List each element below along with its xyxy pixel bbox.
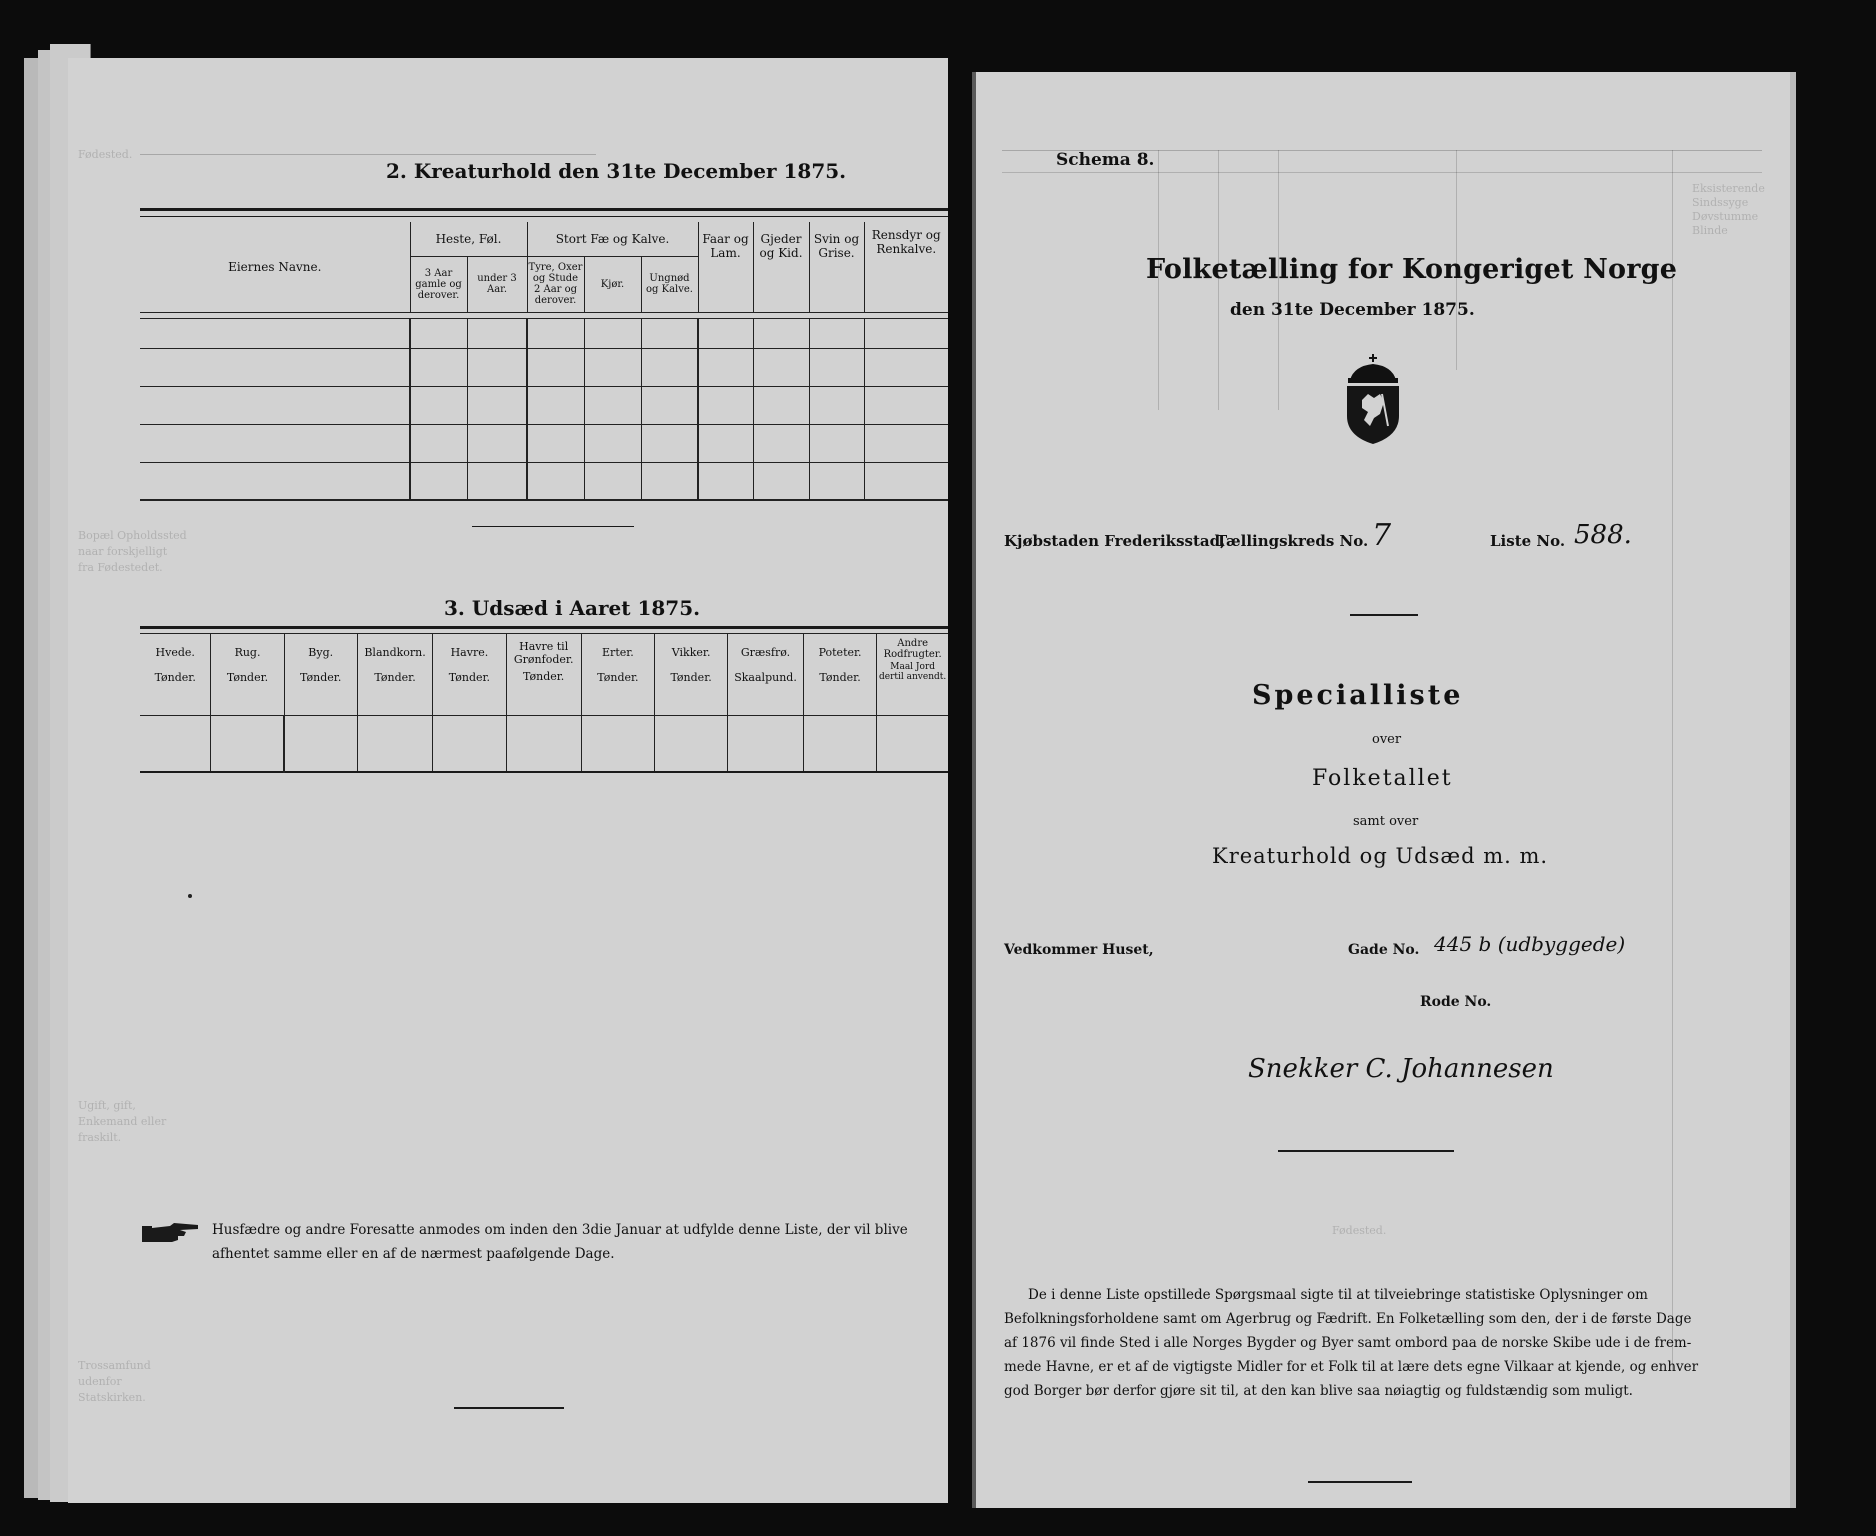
document-title: Folketælling for Kongeriget Norge xyxy=(1146,254,1678,285)
rode-label: Rode No. xyxy=(1420,994,1492,1010)
info-paragraph-line: god Borger bør derfor gjøre sit til, at den kan blive saa nøiagtig og fuldstændig som muligt. xyxy=(1004,1383,1633,1399)
info-paragraph-line: Befolkningsforholdene samt om Agerbrug og Fædrift. En Folketælling som den, der i de første Dage xyxy=(1004,1311,1692,1327)
house-label: Vedkommer Huset, xyxy=(1004,942,1154,958)
sow-col-name: Hvede. xyxy=(155,646,195,659)
bulls-header: Tyre, Oxer og Stude 2 Aar og derover. xyxy=(528,262,583,306)
over-label: over xyxy=(1372,732,1402,747)
cows-header: Kjør. xyxy=(600,278,625,290)
samt-over-label: samt over xyxy=(1353,814,1419,829)
table-row xyxy=(140,348,948,386)
district-number: 7 xyxy=(1372,518,1392,553)
horses-header: Heste, Føl. xyxy=(435,231,502,246)
notice-text-line2: afhentet samme eller en af de nærmest paafølgende Dage. xyxy=(212,1246,615,1262)
divider xyxy=(1278,1150,1454,1152)
sow-col-unit: Tønder. xyxy=(374,671,416,684)
info-paragraph-line: mede Havne, er et af de vigtigste Midler for et Folk til at lære dets egne Vilkaar at kjende, og enhver xyxy=(1004,1359,1699,1375)
sow-col-name: Blandkorn. xyxy=(364,646,426,659)
sow-col-name: Andre Rodfrugter. xyxy=(883,638,942,660)
sow-col-name: Havre til Grønfoder. xyxy=(513,640,574,666)
table-row xyxy=(140,424,948,462)
folketallet-label: Folketallet xyxy=(1312,766,1453,791)
pointing-hand-icon xyxy=(140,1220,202,1250)
owner-signature: Snekker C. Johannesen xyxy=(1248,1054,1554,1084)
sow-col-unit: Tønder. xyxy=(300,671,342,684)
sow-col-name: Havre. xyxy=(450,646,489,659)
left-page: Fødested. Bopæl Opholdssted naar forskjelligt fra Fødestedet. Ugift, gift, Enkemand eller fraskilt. Trossamfund udenfor Statskirken. 2. Kreaturhold den 31te December 1875. Eiernes Navne. Heste, Føl. Stort Fæ og Kalve. Faar og Lam. Gjeder og Kid. Svin og Grise. Rensdyr og Renkalve. 3 Aar gamle og derover. under 3 Aar. Tyre, Oxer og Stude 2 Aar og derover. Kjør. Ungnød og Kalve. 3. Udsæd i Aaret 1875. Hvede. Tønder. Rug. Tønder. Byg. Tønder. Blandkorn. Tønder. Havre. Tønder. Havre til Grønfoder. Tønder. Erter. Tønder. Vikker. Tønder. Græsfrø. Skaalpund. Poteter. Tønder. Andre Rodfrugter. Maal Jord dertil anvendt. Husfædre og andre Foresatte anmodes om inden den 3die Januar at udfylde denne Liste, der vil blive afhentet samme eller en af de nærmest paafølgende Dage. xyxy=(68,58,948,1503)
owner-col-header: Eiernes Navne. xyxy=(228,259,322,274)
goats-header: Gjeder og Kid. xyxy=(759,232,803,260)
notice-text-line1: Husfædre og andre Foresatte anmodes om inden den 3die Januar at udfylde denne Liste, der vil blive xyxy=(212,1222,908,1238)
list-number: 588. xyxy=(1574,520,1632,550)
divider xyxy=(1308,1481,1412,1483)
horses-3yr-header: 3 Aar gamle og derover. xyxy=(415,267,462,301)
sheep-header: Faar og Lam. xyxy=(702,232,749,260)
info-paragraph-line: De i denne Liste opstillede Spørgsmaal sigte til at tilveiebringe statistiske Oplysninger om xyxy=(1028,1287,1648,1303)
sow-col-unit: Tønder. xyxy=(154,671,196,684)
sow-col-name: Erter. xyxy=(602,646,634,659)
sow-col-unit: Skaalpund. xyxy=(734,671,797,684)
cattle-header: Stort Fæ og Kalve. xyxy=(555,231,670,246)
divider xyxy=(1350,614,1418,616)
livestock-sowing-label: Kreaturhold og Udsæd m. m. xyxy=(1212,844,1549,868)
right-page: Eksisterende Sindssyge Døvstumme Blinde Fødested. Schema 8. Folketælling for Kongeriget Norge den 31te December 1875. Kjøbstaden Frederiksstad, Tællingskreds No. 7 Liste No. 588. Specialliste over Folketallet samt over Kreaturhold og Udsæd m. m. Vedkommer Huset, Gade No. 445 b (udbyggede) Rode No. Snekker C. Johannesen De i denne Liste opstillede Spørgsmaal sigte til at tilveiebringe statistiske Oplysninger om Befolkningsforholdene samt om Agerbrug og Fædrift. En Folketælling som den, der i de første Dage af 1876 vil finde Sted i alle Norges Bygder og Byer samt ombord paa de norske Skibe ude i de frem- mede Havne, er et af de vigtigste Midler for et Folk til at lære dets egne Vilkaar at kjende, og enhver god Borger bør derfor gjøre sit til, at den kan blive saa nøiagtig og fuldstændig som muligt. xyxy=(972,72,1796,1508)
street-label: Gade No. xyxy=(1348,942,1420,958)
table-row xyxy=(140,318,948,348)
table-row xyxy=(140,716,948,772)
sow-col-name: Græsfrø. xyxy=(740,646,791,659)
city-label: Kjøbstaden Frederiksstad, xyxy=(1004,532,1226,550)
pigs-header: Svin og Grise. xyxy=(813,232,860,260)
sow-col-unit: Tønder. xyxy=(670,671,712,684)
sow-col-unit: Tønder. xyxy=(597,671,639,684)
list-label: Liste No. xyxy=(1490,532,1566,550)
reindeer-header: Rensdyr og Renkalve. xyxy=(871,228,941,256)
special-list-title: Specialliste xyxy=(1252,680,1464,711)
livestock-table xyxy=(140,222,948,501)
schema-label: Schema 8. xyxy=(1056,150,1155,170)
street-number: 445 b (udbyggede) xyxy=(1434,932,1626,956)
sow-col-name: Byg. xyxy=(308,646,334,659)
info-paragraph-line: af 1876 vil finde Sted i alle Norges Bygder og Byer samt ombord paa de norske Skibe ude i de frem- xyxy=(1004,1335,1692,1351)
document-subtitle: den 31te December 1875. xyxy=(1230,300,1475,320)
coat-of-arms-icon xyxy=(1342,354,1404,450)
sow-col-unit: Maal Jord dertil anvendt. xyxy=(879,662,947,682)
livestock-title: 2. Kreaturhold den 31te December 1875. xyxy=(386,159,847,183)
sow-col-unit: Tønder. xyxy=(523,670,565,683)
sow-col-unit: Tønder. xyxy=(819,671,861,684)
sow-col-name: Poteter. xyxy=(818,646,862,659)
sow-col-unit: Tønder. xyxy=(226,671,269,684)
sow-col-name: Rug. xyxy=(234,646,261,659)
divider xyxy=(454,1407,564,1409)
table-row xyxy=(140,386,948,424)
sowing-title: 3. Udsæd i Aaret 1875. xyxy=(444,596,701,620)
sowing-table xyxy=(140,626,948,773)
sow-col-name: Vikker. xyxy=(671,646,711,659)
district-label: Tællingskreds No. xyxy=(1216,532,1369,550)
sow-col-unit: Tønder. xyxy=(448,671,491,684)
calves-header: Ungnød og Kalve. xyxy=(646,273,693,295)
table-row xyxy=(140,462,948,500)
divider xyxy=(472,526,634,527)
horses-under3-header: under 3 Aar. xyxy=(477,273,517,295)
